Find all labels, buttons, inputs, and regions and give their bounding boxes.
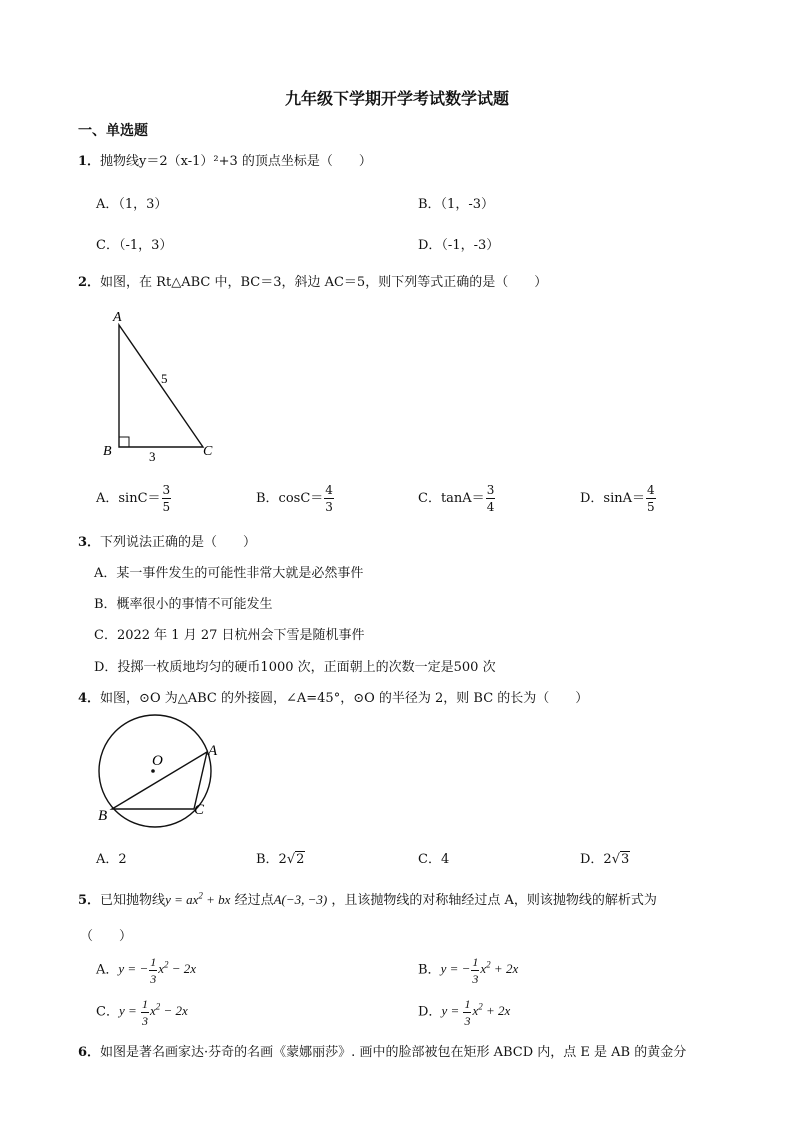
- denominator: 3: [150, 972, 157, 986]
- sign: −: [461, 961, 471, 977]
- question-number: 5．: [78, 893, 101, 908]
- question-number: 4．: [78, 691, 101, 706]
- radicand: 2: [296, 852, 305, 867]
- tail: − 2x: [171, 961, 197, 977]
- q1-option-c: C．（-1，3）: [96, 238, 173, 253]
- formula: $y = ax^2$ + bx: [165, 890, 231, 907]
- option-text: B．2: [256, 852, 287, 867]
- q3-option-c: C．2022 年 1 月 27 日杭州会下雪是随机事件: [94, 628, 365, 643]
- question-3-stem: [78, 531, 256, 550]
- question-5-stem: [78, 889, 657, 908]
- denominator: 5: [162, 500, 171, 514]
- denominator: 4: [486, 500, 495, 514]
- sqrt-sign: √: [286, 852, 296, 867]
- fraction: [646, 484, 656, 513]
- side-label-bc: 3: [149, 449, 156, 464]
- q4-option-c: C．4: [418, 852, 450, 867]
- option-label: C．: [96, 1004, 119, 1020]
- option-label: A．: [96, 962, 119, 978]
- denominator: 3: [142, 1014, 148, 1028]
- vertex-label-b: B: [103, 444, 112, 459]
- option-text: D．2: [580, 852, 612, 867]
- fraction: [149, 956, 157, 985]
- option-text: A．sinC＝: [96, 491, 161, 506]
- numerator: 1: [142, 997, 148, 1011]
- side-label-ac: 5: [161, 371, 168, 386]
- vertex-label-c: C: [203, 444, 213, 459]
- right-angle-mark: [119, 437, 129, 447]
- question-text: ，且该抛物线的对称轴经过点 A，则该抛物线的解析式为: [331, 893, 657, 908]
- vertex-label-a: A: [208, 743, 218, 759]
- numerator: 3: [486, 483, 495, 497]
- tail: + 2x: [486, 1003, 511, 1019]
- page-title: 九年级下学期开学考试数学试题: [284, 89, 509, 108]
- q5-option-d: [418, 998, 510, 1027]
- right-triangle-figure: [95, 305, 230, 470]
- question-text: 如图，⊙O 为△ABC 的外接圆，∠A=45°，⊙O 的半径为 2，则 BC 的长为（ ）: [100, 691, 589, 706]
- question-4-stem: [78, 687, 588, 706]
- option-text: D．sinA＝: [580, 491, 646, 506]
- vertex-label-a: A: [113, 310, 122, 325]
- numerator: 1: [150, 955, 157, 969]
- question-text: 抛物线y＝2（x-1）²+3 的顶点坐标是（ ）: [100, 154, 372, 169]
- option-text: B．cosC＝: [256, 491, 324, 506]
- q2-option-a: [96, 484, 172, 513]
- denominator: 5: [647, 500, 655, 514]
- question-text: 经过点: [234, 893, 274, 908]
- vertex-label-b: B: [98, 808, 108, 824]
- fraction: [141, 998, 149, 1027]
- fraction: [486, 484, 496, 513]
- denominator: 3: [325, 500, 333, 514]
- q4-option-a: A．2: [96, 852, 127, 867]
- fraction: [463, 998, 471, 1027]
- formula: y = $\frac{1}{3}$ $x^2 + 2x$: [441, 997, 511, 1028]
- center-label-o: O: [152, 753, 163, 769]
- q1-option-d: D．（-1，-3）: [418, 238, 500, 253]
- q2-option-b: [256, 484, 335, 513]
- radicand: 3: [621, 852, 630, 867]
- denominator: 3: [472, 972, 479, 986]
- numerator: 3: [162, 483, 171, 497]
- q5-option-a: [96, 956, 196, 985]
- numerator: 4: [647, 483, 655, 497]
- formula: y = − $\frac{1}{3}$ $x^2 - 2x$: [118, 955, 197, 986]
- formula: y = − $\frac{1}{3}$ $x^2 + 2x$: [440, 955, 519, 986]
- question-text: 如图，在 Rt△ABC 中，BC＝3，斜边 AC＝5，则下列等式正确的是（ ）: [100, 275, 548, 290]
- question-text: 下列说法正确的是（ ）: [100, 535, 257, 550]
- q2-option-d: [580, 484, 657, 513]
- q3-option-b: B．概率很小的事情不可能发生: [94, 597, 273, 612]
- question-number: 2．: [78, 275, 101, 290]
- tail: + 2x: [493, 961, 519, 977]
- numerator: 1: [472, 955, 479, 969]
- numerator: 1: [464, 997, 471, 1011]
- denominator: 3: [464, 1014, 471, 1028]
- q1-option-b: B．（1，-3）: [418, 197, 494, 212]
- q1-option-a: A．（1，3）: [96, 197, 168, 212]
- question-text: 如图是著名画家达·芬奇的名画《蒙娜丽莎》. 画中的脸部被包在矩形 ABCD 内，点 E 是 AB 的黄金分: [100, 1045, 687, 1060]
- question-number: 6．: [78, 1045, 101, 1060]
- question-number: 3．: [78, 535, 101, 550]
- option-text: C．tanA＝: [418, 491, 485, 506]
- fraction: [471, 956, 479, 985]
- q2-option-c: [418, 484, 496, 513]
- question-1-stem: [78, 150, 372, 169]
- q5-option-c: [96, 998, 188, 1027]
- option-label: D．: [418, 1004, 442, 1020]
- question-number: 1．: [78, 154, 101, 169]
- circle-figure: [92, 712, 232, 837]
- q4-option-b: [256, 848, 305, 867]
- numerator: 4: [325, 483, 333, 497]
- question-5-stem-line2: （ ）: [80, 929, 133, 944]
- q5-option-b: [418, 956, 518, 985]
- q4-option-d: [580, 848, 630, 867]
- fraction: [162, 484, 172, 513]
- center-point: [151, 769, 155, 773]
- q3-option-d: D．投掷一枚质地均匀的硬币1000 次，正面朝上的次数一定是500 次: [94, 660, 496, 675]
- sqrt-sign: √: [611, 852, 620, 867]
- triangle-abc: [119, 325, 203, 447]
- formula: y = $\frac{1}{3}$ $x^2 - 2x$: [118, 997, 188, 1028]
- tail: − 2x: [163, 1003, 188, 1019]
- option-label: B．: [418, 962, 441, 978]
- vertex-label-c: C: [194, 802, 205, 818]
- section-heading: 一、单选题: [78, 123, 148, 139]
- question-6-stem: [78, 1041, 686, 1060]
- question-2-stem: [78, 271, 547, 290]
- point: A(−3, −3): [273, 892, 328, 907]
- question-text: 已知抛物线: [100, 893, 166, 908]
- sign: −: [139, 961, 149, 977]
- fraction: [324, 484, 334, 513]
- q3-option-a: A．某一事件发生的可能性非常大就是必然事件: [94, 566, 364, 581]
